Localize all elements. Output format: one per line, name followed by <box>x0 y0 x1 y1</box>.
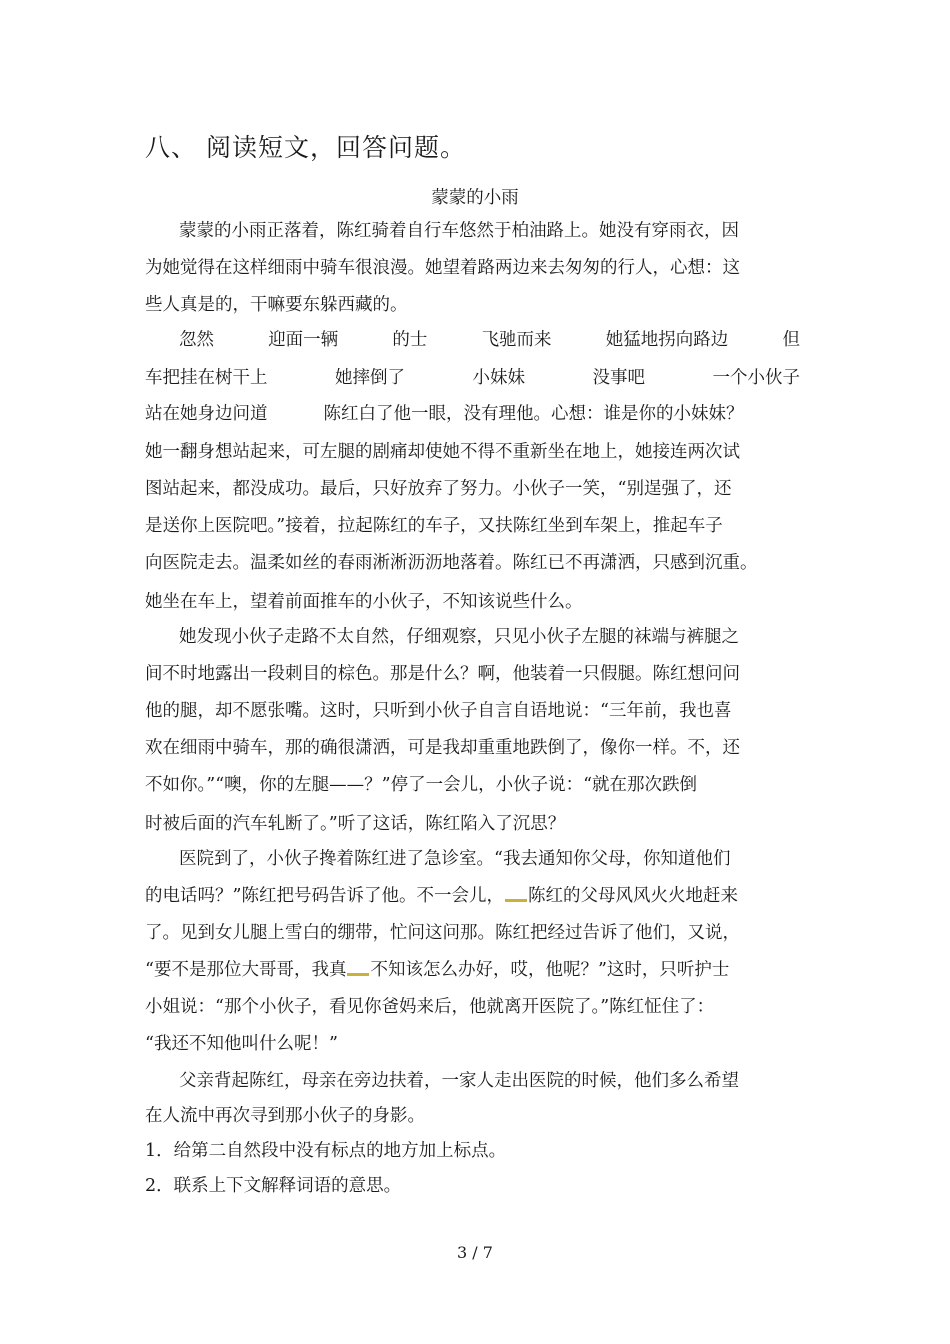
phrase: 一个小伙子 <box>712 368 800 388</box>
phrase: 不知该怎么办好，哎，他呢？”这时，只听护士 <box>370 960 730 980</box>
text-line: 了。见到女儿腿上雪白的绷带，忙问这问那。陈红把经过告诉了他们，又说， <box>145 923 740 943</box>
phrase: 的电话吗？”陈红把号码告诉了他。不一会儿， <box>145 886 504 906</box>
page-number: 3 / 7 <box>457 1243 493 1262</box>
phrase: 飞驰而来 <box>481 330 552 350</box>
text-line <box>145 957 729 983</box>
text-line: 她发现小伙子走路不太自然，仔细观察，只见小伙子左腿的袜端与裤腿之 <box>179 627 739 647</box>
text-line: 不如你。”“噢，你的左腿——？”停了一会儿，小伙子说：“就在那次跌倒 <box>145 775 698 795</box>
unpunctuated-line <box>179 327 800 353</box>
text-line: 时被后面的汽车轧断了。”听了这话，陈红陷入了沉思？ <box>145 814 566 834</box>
phrase: 小妹妹 <box>472 368 525 388</box>
text-line: 他的腿，却不愿张嘴。这时，只听到小伙子自言自语地说：“三年前，我也喜 <box>145 701 732 721</box>
phrase: 她摔倒了 <box>335 368 405 388</box>
text-line: 图站起来，都没成功。最后，只好放弃了努力。小伙子一笑，“别逞强了，还 <box>145 479 732 499</box>
text-line: “我还不知他叫什么呢！” <box>145 1034 338 1054</box>
phrase: 车把挂在树干上 <box>145 368 268 388</box>
text-line: 为她觉得在这样细雨中骑车很浪漫。她望着路两边来去匆匆的行人，心想：这 <box>145 258 740 278</box>
unpunctuated-line <box>145 365 800 391</box>
text-line: 是送你上医院吧。”接着，拉起陈红的车子，又扶陈红坐到车架上，推起车子 <box>145 516 723 536</box>
question-2: 2．联系上下文解释词语的意思。 <box>145 1176 402 1196</box>
text-line: 蒙蒙的小雨正落着，陈红骑着自行车悠然于柏油路上。她没有穿雨衣，因 <box>179 221 739 241</box>
fill-blank <box>347 973 369 976</box>
phrase: 陈红的父母风风火火地赶来 <box>527 886 738 906</box>
story-title: 蒙蒙的小雨 <box>431 188 519 208</box>
phrase: 迎面一辆 <box>268 330 339 350</box>
phrase: 但 <box>782 330 800 350</box>
text-line: 她一翻身想站起来，可左腿的剧痛却使她不得不重新坐在地上，她接连两次试 <box>145 442 740 462</box>
text-line: 她坐在车上，望着前面推车的小伙子，不知该说些什么。 <box>145 592 583 612</box>
phrase: 她猛地拐向路边 <box>605 330 729 350</box>
text-line: 些人真是的，干嘛要东躲西藏的。 <box>145 295 408 315</box>
phrase: 忽然 <box>179 330 214 350</box>
phrase: 站在她身边问道 <box>145 404 268 424</box>
phrase: 没事吧 <box>592 368 645 388</box>
phrase: 陈红白了他一眼，没有理他。心想：谁是你的小妹妹？ <box>323 404 744 424</box>
text-line: 欢在细雨中骑车，那的确很潇洒，可是我却重重地跌倒了，像你一样。不，还 <box>145 738 740 758</box>
text-line <box>145 401 744 427</box>
phrase: “要不是那位大哥哥，我真 <box>145 960 347 980</box>
text-line: 父亲背起陈红，母亲在旁边扶着，一家人走出医院的时候，他们多么希望 <box>179 1071 739 1091</box>
section-heading: 八、 阅读短文，回答问题。 <box>145 133 466 162</box>
text-line <box>145 883 738 909</box>
fill-blank <box>505 899 527 902</box>
phrase: 的士 <box>392 330 428 350</box>
question-1: 1．给第二自然段中没有标点的地方加上标点。 <box>145 1141 507 1161</box>
text-line: 间不时地露出一段刺目的棕色。那是什么？啊，他装着一只假腿。陈红想问问 <box>145 664 740 684</box>
text-line: 向医院走去。温柔如丝的春雨淅淅沥沥地落着。陈红已不再潇洒，只感到沉重。 <box>145 553 758 573</box>
text-line: 小姐说：“那个小伙子，看见你爸妈来后，他就离开医院了。”陈红怔住了： <box>145 997 715 1017</box>
text-line: 在人流中再次寻到那小伙子的身影。 <box>145 1106 425 1126</box>
text-line: 医院到了，小伙子搀着陈红进了急诊室。“我去通知你父母，你知道他们 <box>179 849 731 869</box>
